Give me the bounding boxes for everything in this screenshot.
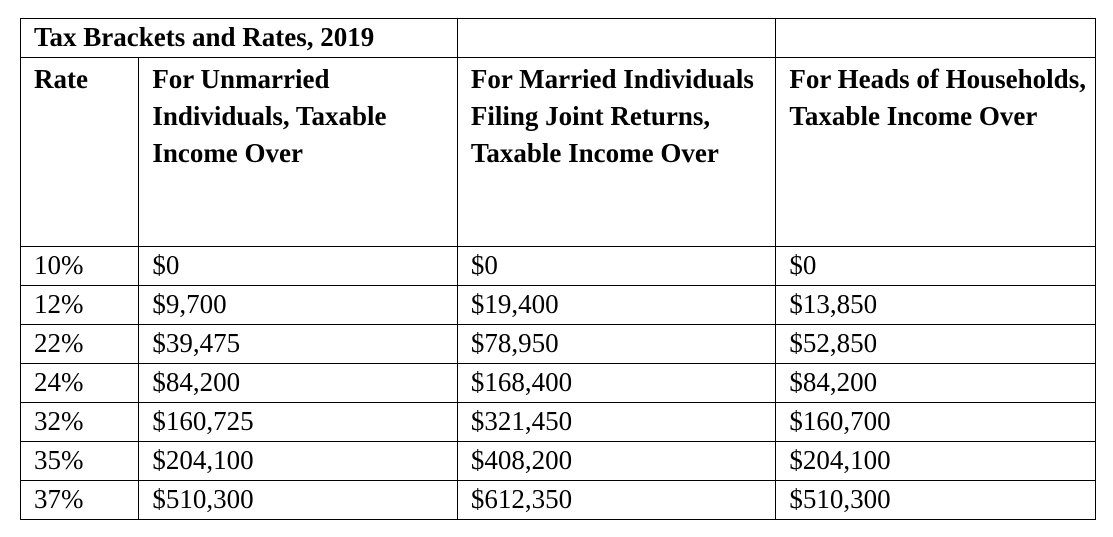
rate-cell: 37% [21, 481, 139, 520]
married-cell: $0 [457, 247, 776, 286]
married-cell: $408,200 [457, 442, 776, 481]
title-row-empty-cell [776, 19, 1096, 58]
unmarried-cell: $84,200 [139, 364, 458, 403]
title-row-empty-cell [457, 19, 776, 58]
table-row [21, 286, 1096, 325]
married-cell: $321,450 [457, 403, 776, 442]
rate-cell: 32% [21, 403, 139, 442]
rate-cell: 24% [21, 364, 139, 403]
table-row [21, 247, 1096, 286]
header-rate: Rate [21, 58, 139, 247]
header-heads-of-households: For Heads of Households, Taxable Income Over [776, 58, 1096, 247]
unmarried-cell: $204,100 [139, 442, 458, 481]
unmarried-cell: $9,700 [139, 286, 458, 325]
heads-cell: $510,300 [776, 481, 1096, 520]
married-cell: $612,350 [457, 481, 776, 520]
tax-brackets-table [20, 18, 1096, 520]
heads-cell: $160,700 [776, 403, 1096, 442]
table-header-row [21, 58, 1096, 247]
unmarried-cell: $160,725 [139, 403, 458, 442]
unmarried-cell: $0 [139, 247, 458, 286]
table-row [21, 325, 1096, 364]
rate-cell: 12% [21, 286, 139, 325]
rate-cell: 35% [21, 442, 139, 481]
table-title: Tax Brackets and Rates, 2019 [21, 19, 458, 58]
unmarried-cell: $510,300 [139, 481, 458, 520]
heads-cell: $204,100 [776, 442, 1096, 481]
table-row [21, 364, 1096, 403]
table-row [21, 481, 1096, 520]
heads-cell: $52,850 [776, 325, 1096, 364]
rate-cell: 10% [21, 247, 139, 286]
married-cell: $19,400 [457, 286, 776, 325]
header-married: For Married Individuals Filing Joint Returns, Taxable Income Over [457, 58, 776, 247]
married-cell: $78,950 [457, 325, 776, 364]
header-unmarried: For Unmarried Individuals, Taxable Income Over [139, 58, 458, 247]
married-cell: $168,400 [457, 364, 776, 403]
heads-cell: $13,850 [776, 286, 1096, 325]
table-row [21, 403, 1096, 442]
rate-cell: 22% [21, 325, 139, 364]
table-row [21, 442, 1096, 481]
table-title-row [21, 19, 1096, 58]
heads-cell: $0 [776, 247, 1096, 286]
unmarried-cell: $39,475 [139, 325, 458, 364]
heads-cell: $84,200 [776, 364, 1096, 403]
